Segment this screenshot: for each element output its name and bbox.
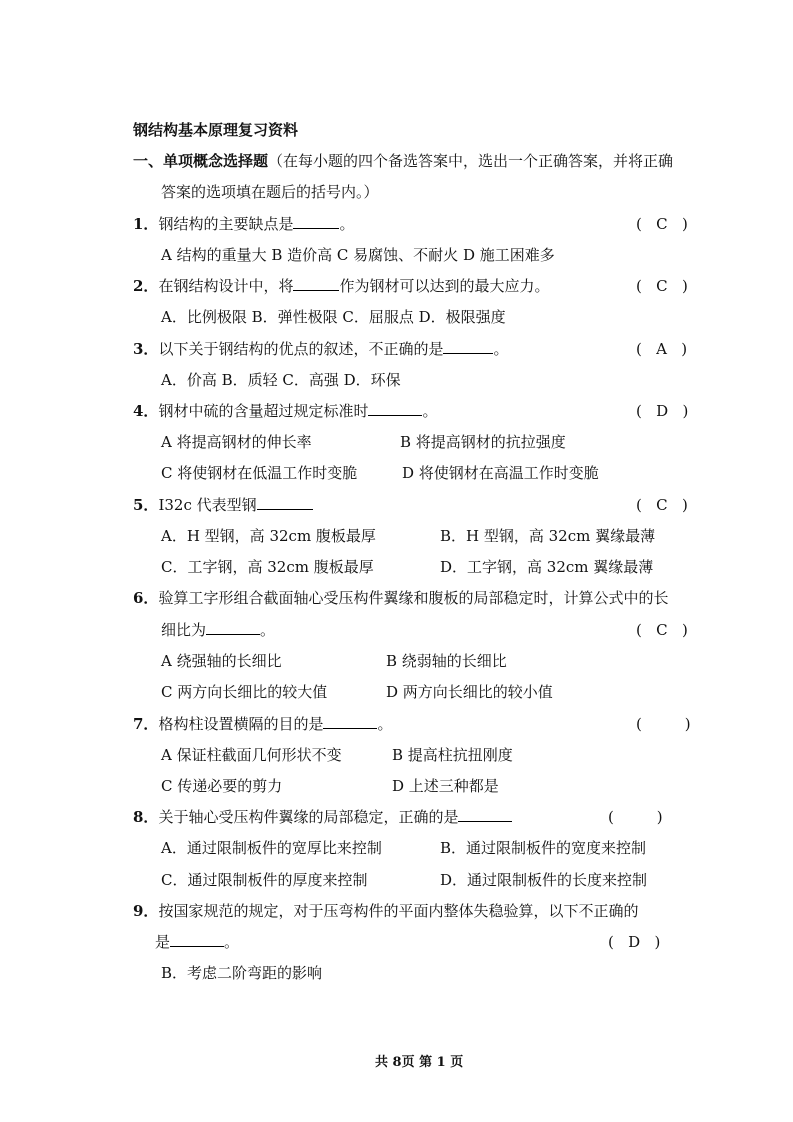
question-number: 3．	[133, 340, 159, 358]
question-9	[133, 901, 638, 921]
option-b: B．H 型钢，高 32cm 翼缘最薄	[440, 527, 656, 545]
question-3	[133, 339, 508, 359]
option-d: D．工字钢，高 32cm 翼缘最薄	[440, 558, 654, 576]
section-instruction-cont: 答案的选项填在题后的括号内。）	[161, 183, 379, 201]
question-number: 9．	[133, 902, 159, 920]
question-6	[133, 588, 668, 608]
answer-blank	[293, 276, 339, 291]
question-text-end: 。	[493, 340, 509, 358]
question-5	[133, 495, 313, 515]
option-a: A 保证柱截面几何形状不变	[161, 746, 342, 764]
page-footer: 共 8页 第 1 页	[375, 1055, 464, 1070]
question-7	[133, 714, 392, 734]
question-text-end: 。	[422, 402, 438, 420]
options-line: A．比例极限 B．弹性极限 C．屈服点 D．极限强度	[161, 308, 506, 326]
section-instruction: （在每小题的四个备选答案中，选出一个正确答案，并将正确	[268, 152, 674, 170]
option-c: C 将使钢材在低温工作时变脆	[161, 464, 358, 482]
question-text: 是	[155, 933, 171, 951]
question-text: I32c 代表型钢	[158, 496, 257, 514]
option-d: D 上述三种都是	[392, 777, 499, 795]
answer-bracket: ( C )	[636, 277, 688, 295]
answer-bracket: ( )	[636, 715, 691, 733]
option-b: B．通过限制板件的宽度来控制	[440, 839, 647, 857]
section-heading-line	[133, 151, 673, 171]
question-8	[133, 807, 512, 827]
option-a: A．通过限制板件的宽厚比来控制	[161, 839, 382, 857]
question-2	[133, 276, 549, 296]
question-text: 按国家规范的规定，对于压弯构件的平面内整体失稳验算，以下不正确的	[158, 902, 639, 920]
answer-bracket: ( C )	[636, 621, 688, 639]
answer-bracket: ( D )	[636, 402, 689, 420]
answer-bracket: ( C )	[636, 215, 688, 233]
answer-bracket: ( )	[608, 808, 663, 826]
option-c: C．通过限制板件的厚度来控制	[161, 871, 368, 889]
document-title: 钢结构基本原理复习资料	[133, 121, 299, 139]
option-a: A 将提高钢材的伸长率	[161, 433, 312, 451]
question-text-end: 。	[224, 933, 240, 951]
options-line: A 结构的重量大 B 造价高 C 易腐蚀、不耐火 D 施工困难多	[161, 246, 555, 264]
question-text: 在钢结构设计中，将	[158, 277, 294, 295]
question-text-end: 。	[377, 715, 393, 733]
question-text: 以下关于钢结构的优点的叙述，不正确的是	[158, 340, 444, 358]
question-4	[133, 401, 437, 421]
question-9-cont	[155, 932, 239, 952]
question-number: 2．	[133, 277, 159, 295]
option-d: D 两方向长细比的较小值	[386, 683, 553, 701]
option-b: B 将提高钢材的抗拉强度	[400, 433, 566, 451]
question-text: 格构柱设置横隔的目的是	[158, 715, 324, 733]
option-d: D．通过限制板件的长度来控制	[440, 871, 648, 889]
question-text: 钢材中硫的含量超过规定标准时	[158, 402, 369, 420]
answer-blank	[206, 620, 260, 635]
answer-blank	[257, 495, 313, 510]
question-text: 验算工字形组合截面轴心受压构件翼缘和腹板的局部稳定时，计算公式中的长	[158, 589, 669, 607]
question-number: 4．	[133, 402, 159, 420]
answer-bracket: ( D )	[608, 933, 661, 951]
answer-blank	[170, 932, 224, 947]
option-a: A．H 型钢，高 32cm 腹板最厚	[161, 527, 376, 545]
question-text-end: 作为钢材可以达到的最大应力。	[339, 277, 550, 295]
question-1	[133, 214, 354, 234]
answer-bracket: ( A )	[636, 340, 688, 358]
answer-blank	[443, 339, 493, 354]
question-text-end: 。	[339, 215, 355, 233]
option-c: C．工字钢，高 32cm 腹板最厚	[161, 558, 374, 576]
option-b: B．考虑二阶弯距的影响	[161, 964, 323, 982]
question-number: 1．	[133, 215, 159, 233]
option-c: C 传递必要的剪力	[161, 777, 283, 795]
question-number: 6．	[133, 589, 159, 607]
option-b: B 绕弱轴的长细比	[386, 652, 507, 670]
question-text: 钢结构的主要缺点是	[158, 215, 294, 233]
answer-blank	[368, 401, 422, 416]
option-b: B 提高柱抗扭刚度	[392, 746, 513, 764]
answer-blank	[323, 714, 377, 729]
question-number: 8．	[133, 808, 159, 826]
question-text: 细比为	[161, 621, 207, 639]
answer-bracket: ( C )	[636, 496, 688, 514]
answer-blank	[458, 807, 512, 822]
section-heading: 一、单项概念选择题	[133, 152, 269, 170]
question-text: 关于轴心受压构件翼缘的局部稳定，正确的是	[158, 808, 459, 826]
question-number: 5．	[133, 496, 159, 514]
option-d: D 将使钢材在高温工作时变脆	[402, 464, 599, 482]
answer-blank	[293, 214, 339, 229]
question-text-end: 。	[260, 621, 276, 639]
options-line: A．价高 B．质轻 C．高强 D．环保	[161, 371, 401, 389]
option-a: A 绕强轴的长细比	[161, 652, 282, 670]
question-6-cont	[161, 620, 275, 640]
option-c: C 两方向长细比的较大值	[161, 683, 328, 701]
question-number: 7．	[133, 715, 159, 733]
